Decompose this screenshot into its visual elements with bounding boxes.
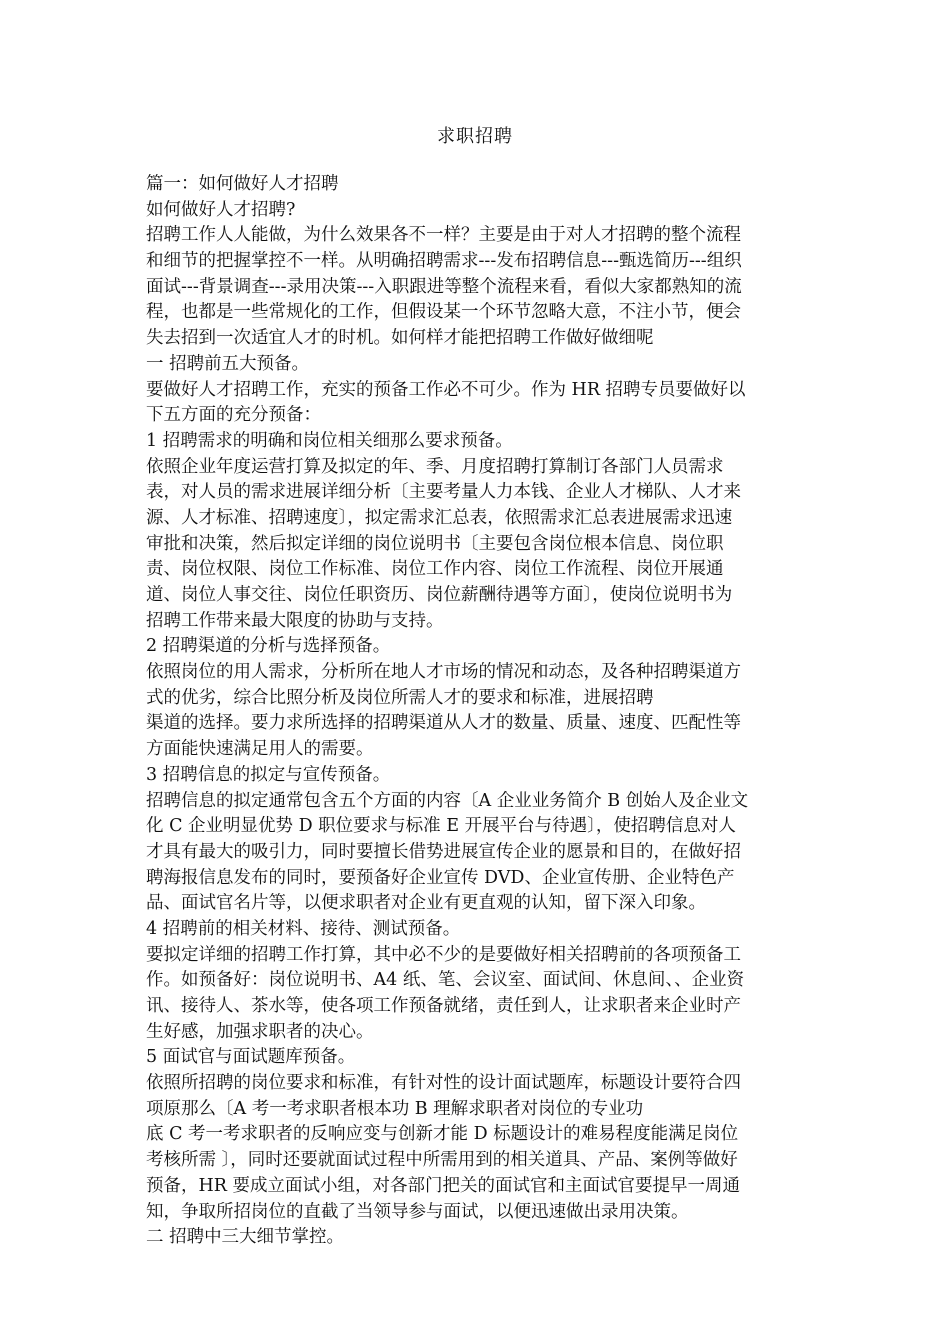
- document-body: [146, 172, 806, 1251]
- text-line: 道、岗位人事交往、岗位任职资历、岗位薪酬待遇等方面〕，使岗位说明书为: [146, 585, 733, 605]
- text-line: 2 招聘渠道的分析与选择预备。: [146, 636, 391, 657]
- text-line: 聘海报信息发布的同时，要预备好企业宣传 DVD、企业宣传册、企业特色产: [146, 867, 735, 888]
- text-line: 源、人才标准、招聘速度〕，拟定需求汇总表，依照需求汇总表进展需求迅速: [146, 507, 733, 528]
- text-line: 表，对人员的需求进展详细分析〔主要考量人力本钱、企业人才梯队、人才来: [146, 482, 741, 503]
- text-line: 生好感，加强求职者的决心。: [146, 1021, 374, 1042]
- text-line: 项原那么〔A 考一考求职者根本功 B 理解求职者对岗位的专业功: [146, 1098, 644, 1119]
- text-line: 4 招聘前的相关材料、接待、测试预备。: [146, 918, 461, 939]
- text-line: 程，也都是一些常规化的工作，但假设某一个环节忽略大意，不注小节，便会: [146, 302, 741, 323]
- text-line: 渠道的选择。要力求所选择的招聘渠道从人才的数量、质量、速度、匹配性等: [146, 713, 741, 734]
- text-line: 和细节的把握掌控不一样。从明确招聘需求---发布招聘信息---甄选简历---组织: [146, 251, 742, 272]
- text-line: 招聘工作带来最大限度的协助与支持。: [146, 610, 444, 631]
- text-line: 依照企业年度运营打算及拟定的年、季、月度招聘打算制订各部门人员需求: [146, 456, 724, 477]
- text-line: 招聘信息的拟定通常包含五个方面的内容〔A 企业业务简介 B 创始人及企业文: [146, 790, 749, 811]
- text-line: 才具有最大的吸引力，同时要擅长借势进展宣传企业的愿景和目的，在做好招: [146, 841, 741, 862]
- text-line: 品、面试官名片等，以便求职者对企业有更直观的认知，留下深入印象。: [146, 893, 706, 914]
- text-line: 3 招聘信息的拟定与宣传预备。: [146, 764, 391, 785]
- text-line: 方面能快速满足用人的需要。: [146, 739, 374, 760]
- text-line: 面试---背景调查---录用决策---入职跟进等整个流程来看，看似大家都熟知的流: [146, 276, 742, 297]
- text-line: 考核所需 〕，同时还要就面试过程中所需用到的相关道具、产品、案例等做好: [146, 1150, 738, 1171]
- text-line: 下五方面的充分预备：: [146, 405, 321, 426]
- text-line: 讯、接待人、茶水等，使各项工作预备就绪，责任到人，让求职者来企业时产: [146, 996, 741, 1016]
- text-line: 招聘工作人人能做，为什么效果各不一样？主要是由于对人才招聘的整个流程: [146, 225, 741, 246]
- text-line: 如何做好人才招聘?: [146, 199, 296, 220]
- text-line: 作。如预备好：岗位说明书、A4 纸、笔、会议室、面试间、休息间、、企业资: [146, 970, 745, 991]
- text-line: 依照岗位的用人需求，分析所在地人才市场的情况和动态，及各种招聘渠道方: [146, 662, 741, 683]
- text-line: 要拟定详细的招聘工作打算，其中必不少的是要做好相关招聘前的各项预备工: [146, 944, 741, 965]
- text-line: 1 招聘需求的明确和岗位相关细那么要求预备。: [146, 430, 513, 451]
- text-line: 式的优劣，综合比照分析及岗位所需人才的要求和标准，进展招聘: [146, 687, 654, 708]
- text-line: 5 面试官与面试题库预备。: [146, 1047, 356, 1068]
- text-line: 要做好人才招聘工作，充实的预备工作必不可少。作为 HR 招聘专员要做好以: [146, 379, 746, 400]
- text-line: 篇一：如何做好人才招聘: [146, 174, 339, 194]
- text-line: 预备，HR 要成立面试小组，对各部门把关的面试官和主面试官要提早一周通: [146, 1175, 740, 1196]
- text-line: 失去招到一次适宜人才的时机。如何样才能把招聘工作做好做细呢: [146, 328, 654, 349]
- text-line: 一 招聘前五大预备。: [146, 353, 310, 374]
- text-line: 底 C 考一考求职者的反响应变与创新才能 D 标题设计的难易程度能满足岗位: [146, 1124, 739, 1145]
- text-line: 知，争取所招岗位的直截了当领导参与面试，以便迅速做出录用决策。: [146, 1201, 689, 1222]
- text-line: 责、岗位权限、岗位工作标准、岗位工作内容、岗位工作流程、岗位开展通: [146, 559, 724, 580]
- text-line: 化 C 企业明显优势 D 职位要求与标准 E 开展平台与待遇〕，使招聘信息对人: [146, 816, 736, 837]
- text-line: 审批和决策，然后拟定详细的岗位说明书〔主要包含岗位根本信息、岗位职: [146, 533, 724, 554]
- document-title: 求职招聘: [437, 126, 513, 147]
- text-line: 依照所招聘的岗位要求和标准，有针对性的设计面试题库，标题设计要符合四: [146, 1073, 741, 1094]
- text-line: 二 招聘中三大细节掌控。: [146, 1227, 345, 1248]
